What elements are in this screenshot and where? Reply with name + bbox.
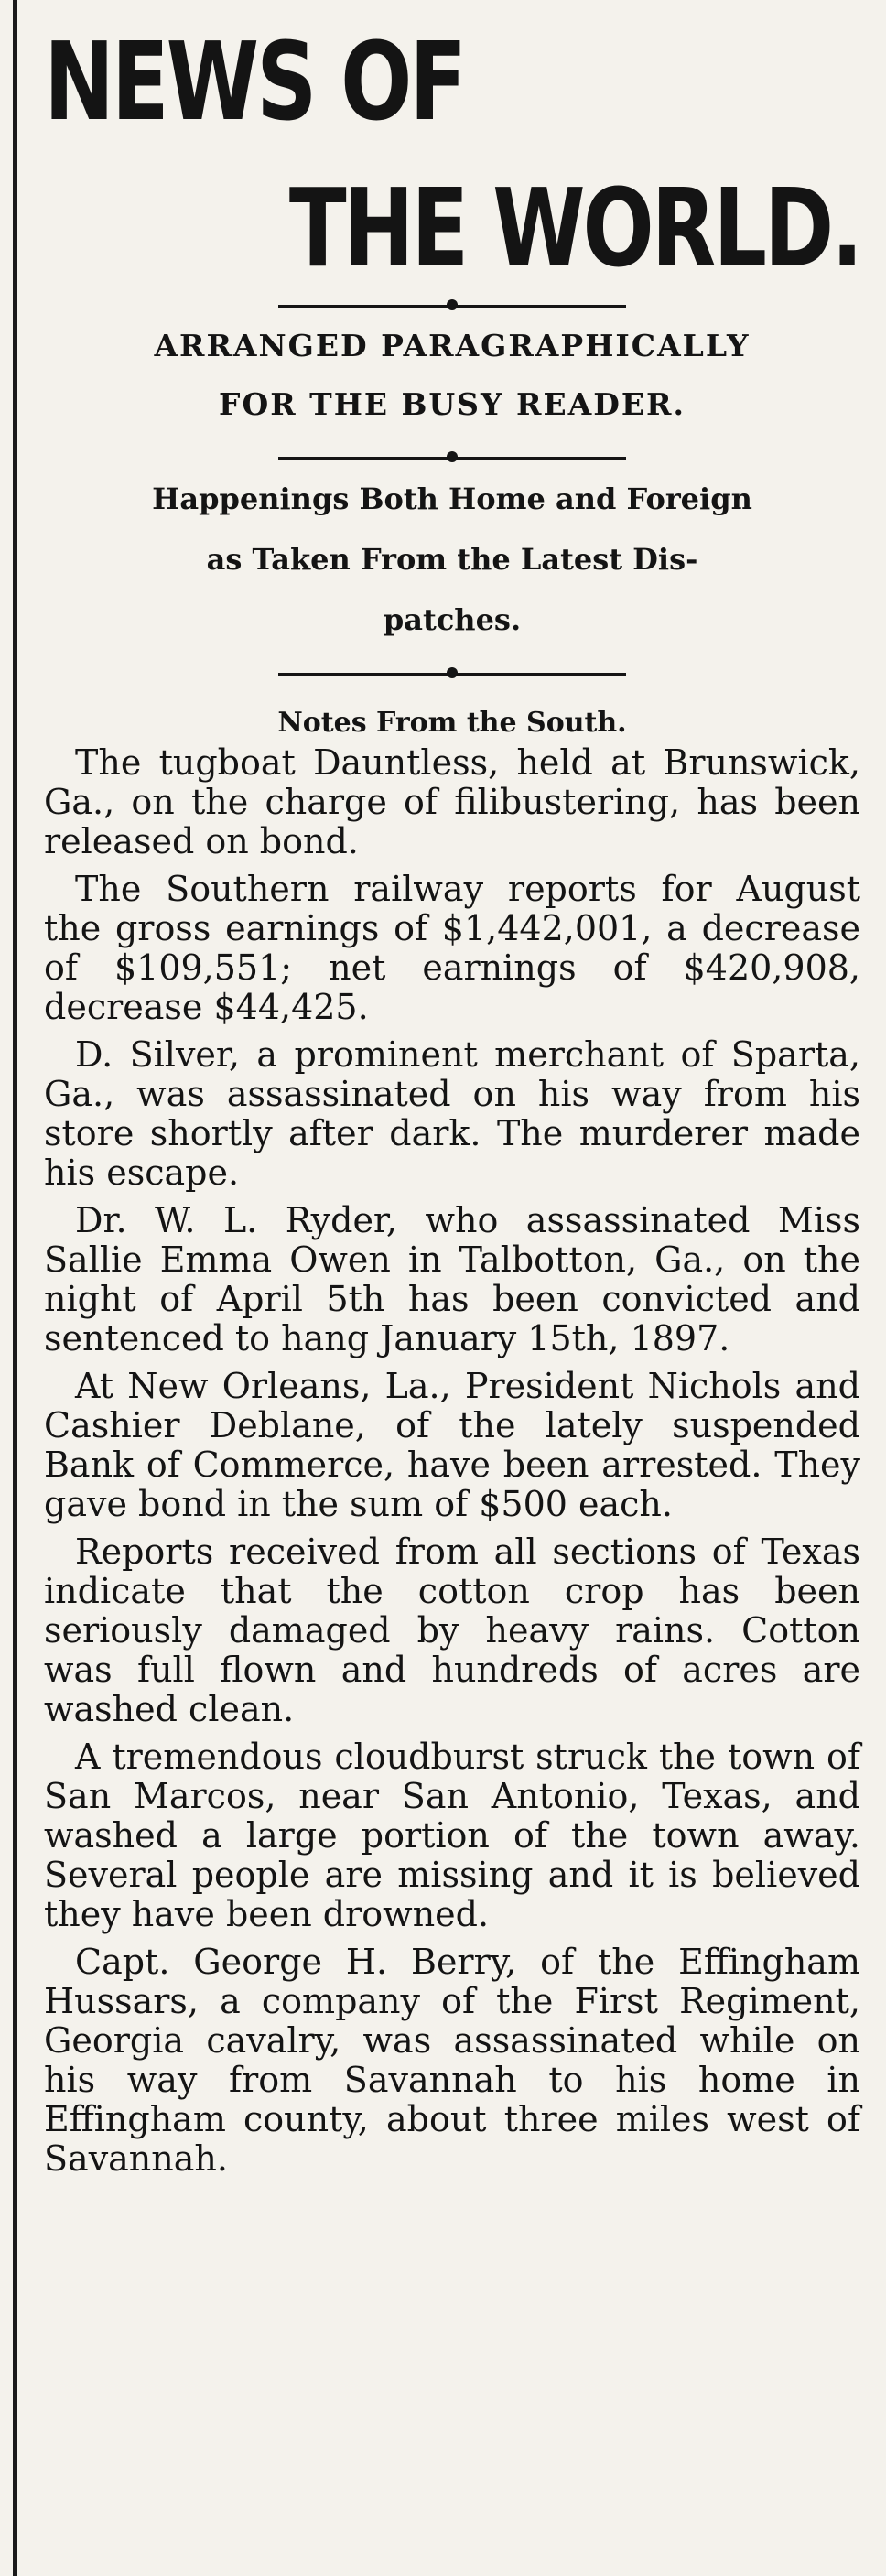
news-paragraph: Capt. George H. Berry, of the Effingham Hussars, a company of the First Regiment, Georgia cavalry, was assassinated while on his way from Savannah to his home in Effingham county, about three miles west of Savannah. <box>44 1942 860 2179</box>
subheadline-line-2: FOR THE BUSY READER. <box>219 386 686 422</box>
headline-line-2: THE WORLD. <box>288 165 860 291</box>
ornament-divider <box>278 447 626 469</box>
subheadline-line-1: ARRANGED PARAGRAPHICALLY <box>154 328 751 363</box>
news-paragraph: The Southern railway reports for August the gross earnings of $1,442,001, a decrease of $109,551; net earnings of $420,908, decrease $44,425. <box>44 869 860 1027</box>
news-paragraph: D. Silver, a prominent merchant of Sparta, Ga., was assassinated on his way from his store shortly after dark. The murderer made his escape. <box>44 1034 860 1193</box>
headline-line-1: NEWS OF <box>44 18 465 145</box>
deck-line-1: Happenings Both Home and Foreign <box>152 482 752 516</box>
section-heading: Notes From the South. <box>277 707 627 739</box>
ornament-divider <box>278 663 626 685</box>
news-paragraph: Reports received from all sections of Texas indicate that the cotton crop has been seriously damaged by heavy rains. Cotton was full flown and hundreds of acres are washed clean. <box>44 1532 860 1729</box>
news-paragraph: The tugboat Dauntless, held at Brunswick, Ga., on the charge of filibustering, has been released on bond. <box>44 742 860 861</box>
news-paragraph: At New Orleans, La., President Nichols and Cashier Deblane, of the lately suspended Bank of Commerce, have been arrested. They gave bond in the sum of $500 each. <box>44 1366 860 1524</box>
news-paragraph: A tremendous cloudburst struck the town of San Marcos, near San Antonio, Texas, and washed a large portion of the town away. Several people are missing and it is believed they have been drowned. <box>44 1737 860 1934</box>
column-rule <box>13 0 17 2576</box>
news-paragraph: Dr. W. L. Ryder, who assassinated Miss Sallie Emma Owen in Talbotton, Ga., on the night of April 5th has been convicted and sentenced to hang January 15th, 1897. <box>44 1200 860 1358</box>
deck-line-3: patches. <box>383 602 522 637</box>
ornament-divider <box>278 295 626 317</box>
news-column <box>44 0 860 2187</box>
deck-line-2: as Taken From the Latest Dis- <box>206 542 698 577</box>
